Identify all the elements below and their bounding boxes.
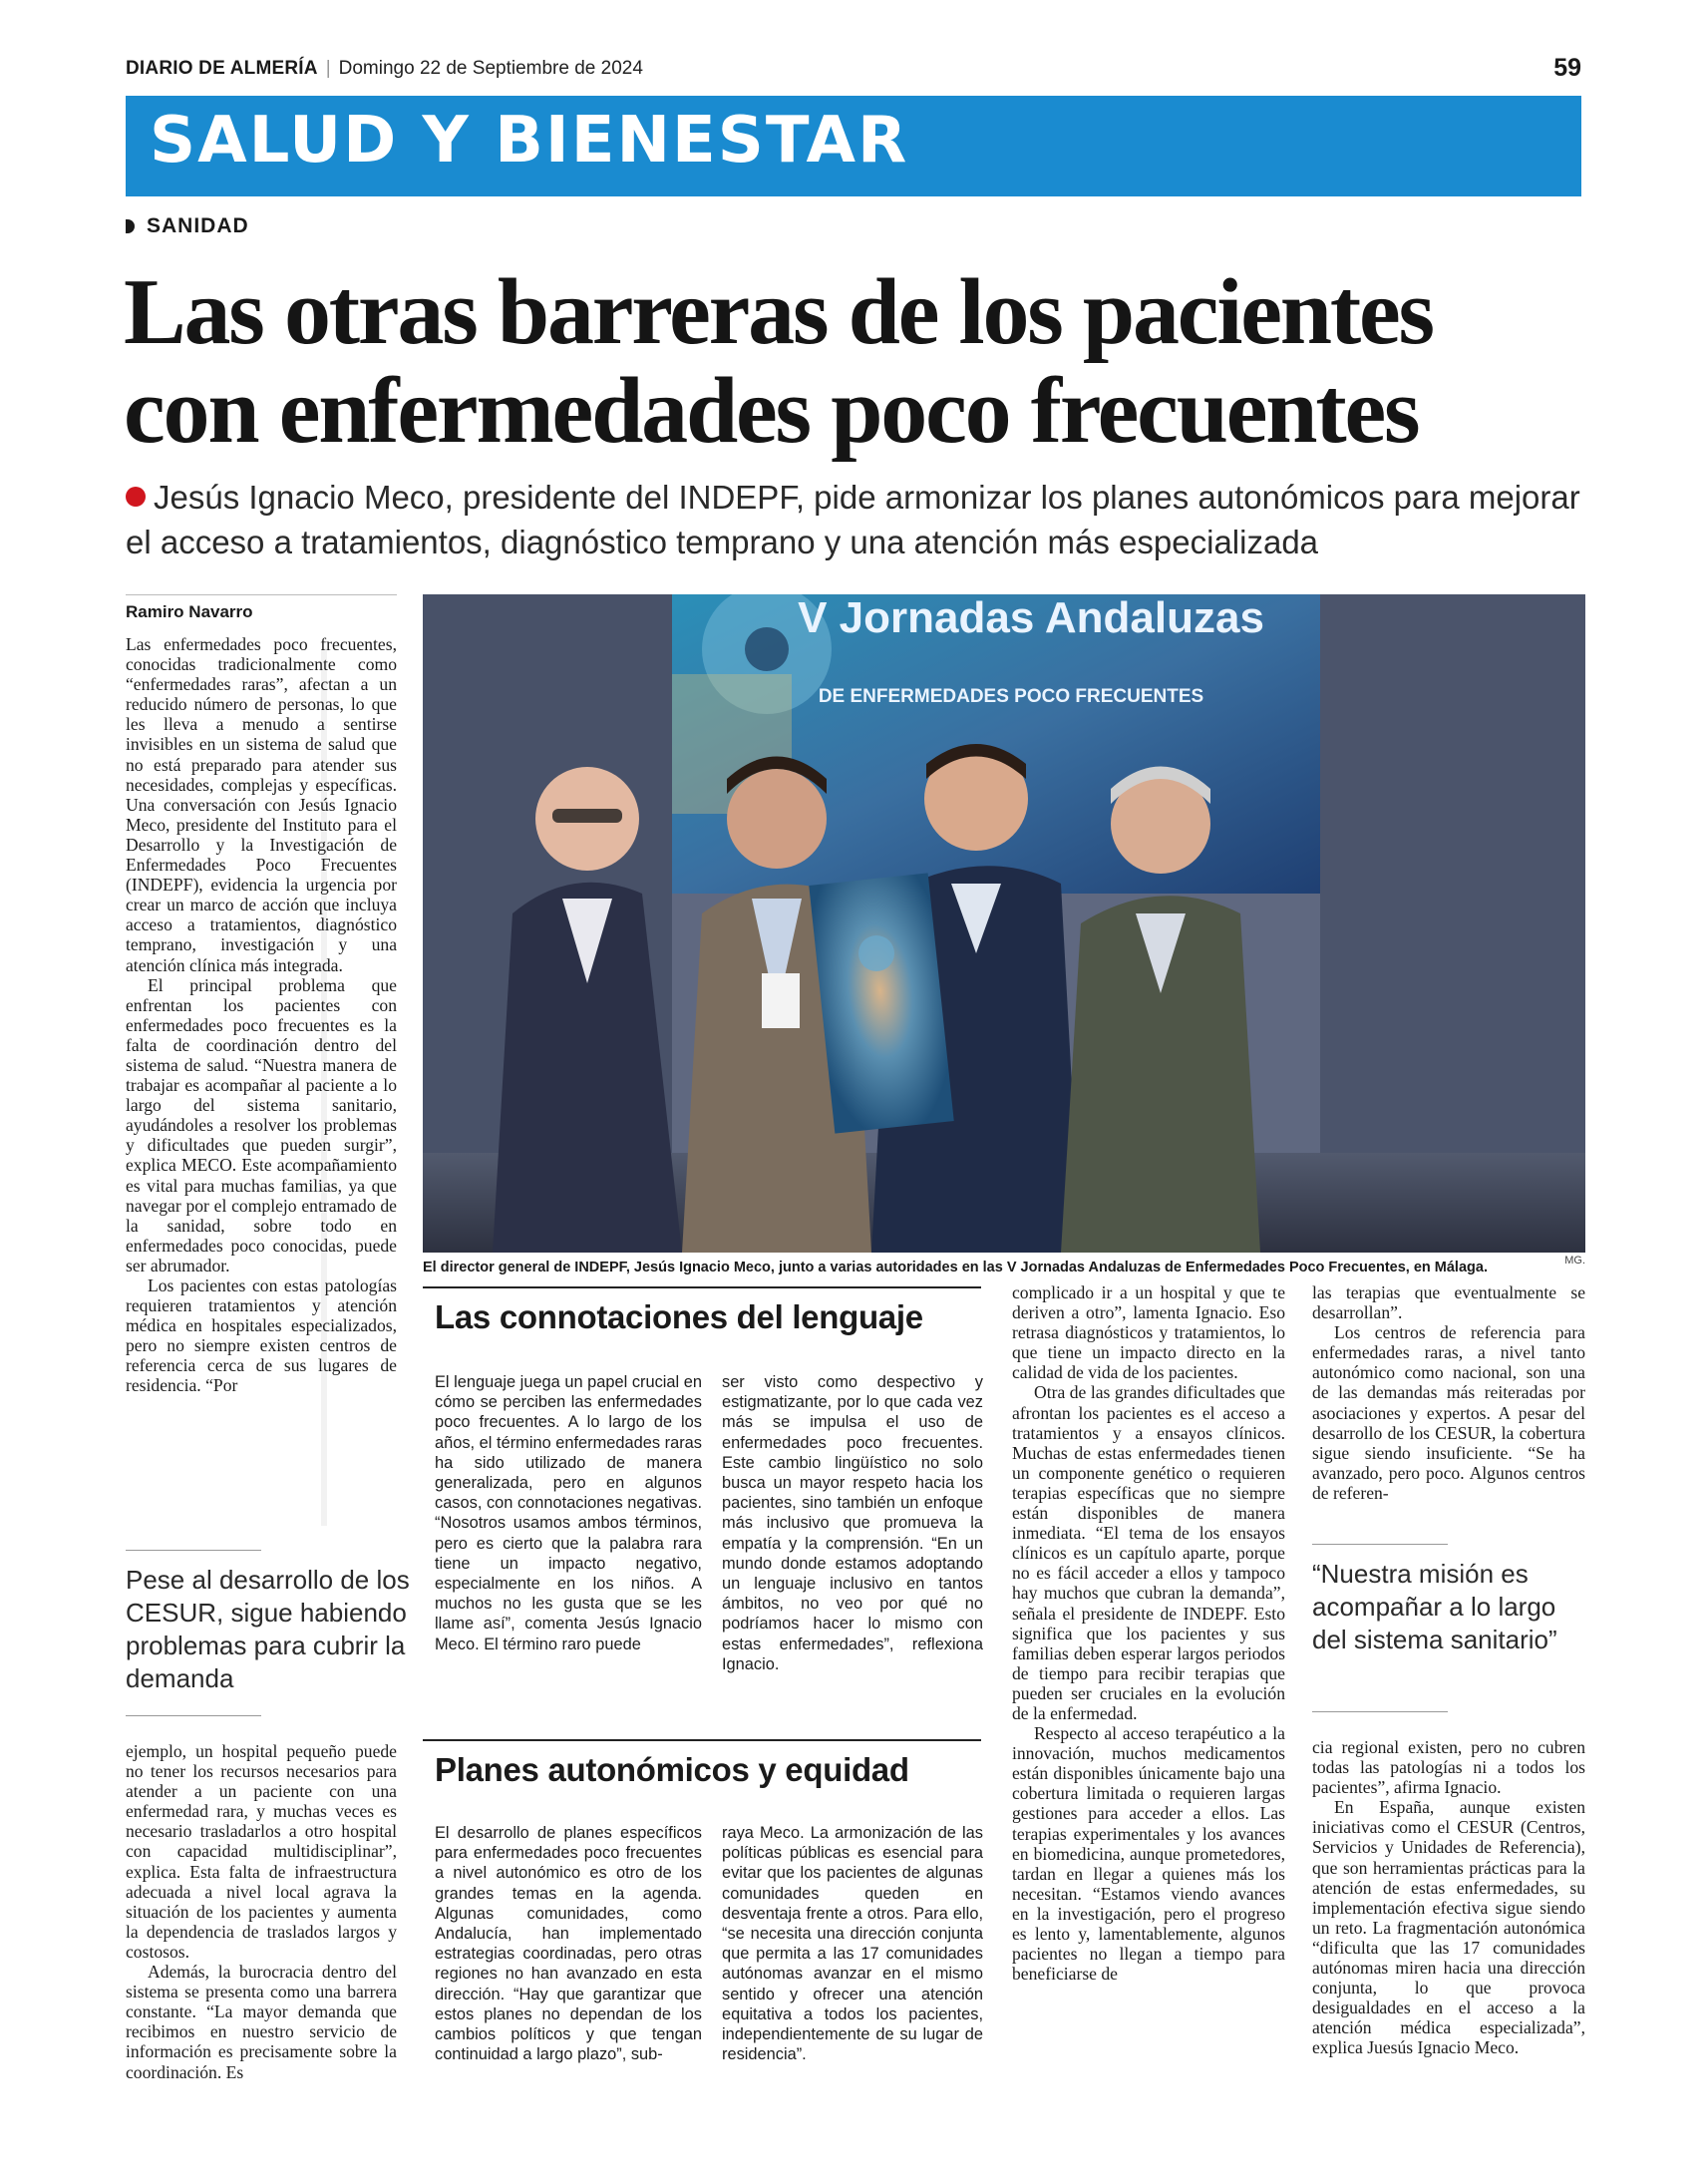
headline-line-2: con enfermedades poco frecuentes <box>124 359 1419 463</box>
pullquote-rule-top <box>126 1550 261 1551</box>
sidebar-1-title: Las connotaciones del lenguaje <box>435 1298 923 1335</box>
paragraph: Además, la burocracia dentro del sistema se presenta como una barrera constante. “La mayor demanda que recibimos en nuestro servicio de información es precisamente sobre la coordinación. Es <box>126 1962 397 2082</box>
issue-date: Domingo 22 de Septiembre de 2024 <box>338 58 643 79</box>
paragraph: las terapias que eventualmente se desarrollan”. <box>1312 1282 1585 1323</box>
paragraph: Los pacientes con estas patologías requieren tratamientos y atención médica en hospitales especializados, pero no siempre existen centros de referencia cerca de sus lugares de residencia. “Por <box>126 1275 397 1396</box>
paragraph: Las enfermedades poco frecuentes, conocidas tradicionalmente como “enfermedades raras”, afectan a un reducido número de personas, lo que les lleva a menudo a sentirse invisibles en un sistema de salud que no está preparado para atender sus necesidades, complejas y específicas. Una conversación con Jesús Ignacio Meco, presidente del Instituto para el Desarrollo y la Investigación de Enfermedades Poco Frecuentes (INDEPF), evidencia la urgencia por crear un marco de acción que incluya acceso a tratamientos, diagnóstico temprano, investigación y una atención clínica más integrada. <box>126 634 397 975</box>
paragraph: En España, aunque existen iniciativas como el CESUR (Centros, Servicios y Unidades de Referencia), que son herramientas prácticas para la atención de estas enfermedades, su implementación efectiva sigue siendo un reto. La fragmentación autonómica “dificulta que las 17 comunidades autónomas miren hacia una dirección conjunta, lo que provoca desigualdades en el acceso a la atención médica especializada”, explica Juesús Ignacio Meco. <box>1312 1797 1585 2058</box>
pullquote-rule-bottom <box>1312 1711 1448 1712</box>
paragraph: El principal problema que enfrentan los pacientes con enfermedades poco frecuentes es la falta de coordinación dentro del sistema de salud. “Nuestra manera de trabajar es acompañar al paciente a lo largo del sistema sanitario, ayudándoles a resolver los problemas y dificultades que pueden surgir”, explica MECO. Este acompañamiento es vital para muchas familias, ya que navegar por el complejo entramado de la sanidad, sobre todo en enfermedades poco conocidas, puede ser abrumador. <box>126 974 397 1275</box>
paragraph: Otra de las grandes dificultades que afrontan los pacientes es el acceso a tratamientos y a ensayos clínicos. Muchas de estas enfermedades tienen un componente genético o requieren terapias específicas que no siempre están disponibles de manera inmediata. “El tema de los ensayos clínicos es un capítulo aparte, porque no es fácil acceder a ellos y tampoco hay muchos que cubran la demanda”, señala el presidente de INDEPF. Esto significa que los pacientes y sus familias deben esperar largos periodos de tiempo para recibir terapias que pueden ser cruciales en la evolución de la enfermedad. <box>1012 1382 1285 1723</box>
masthead <box>126 54 1581 88</box>
subheadline-text: Jesús Ignacio Meco, presidente del INDEPF, pide armonizar los planes autonómicos para mejorar el acceso a tratamientos, diagnóstico temprano y una atención más especializada <box>126 479 1580 560</box>
column-1-bottom <box>126 1741 397 2082</box>
pullquote-right: “Nuestra misión es acompañar a lo largo del sistema sanitario” <box>1312 1559 1557 1654</box>
section-title: SALUD Y BIENESTAR <box>150 104 909 178</box>
scan-watermark <box>311 648 341 1546</box>
column-5-top <box>1312 1282 1585 1503</box>
pullquote-left: Pese al desarrollo de los CESUR, sigue habiendo problemas para cubrir la demanda <box>126 1565 410 1693</box>
sidebar-2-col-a <box>435 1823 702 2064</box>
paragraph: complicado ir a un hospital y que te deriven a otro”, lamenta Ignacio. Eso retrasa diagnósticos y tratamientos, lo que tiene un impacto directo en la calidad de vida de los pacientes. <box>1012 1282 1285 1383</box>
page-number: 59 <box>1553 54 1581 82</box>
sidebar-1-rule <box>423 1286 981 1288</box>
headline-line-1: Las otras barreras de los pacientes <box>124 260 1433 364</box>
byline: Ramiro Navarro <box>126 602 253 621</box>
column-4 <box>1012 1282 1285 1984</box>
headline <box>124 260 1589 463</box>
newspaper-name: DIARIO DE ALMERÍA <box>126 58 318 79</box>
bullet-dot-icon <box>126 487 146 507</box>
article-photo <box>423 594 1585 1253</box>
paragraph: raya Meco. La armonización de las políticas públicas es esencial para evitar que los pacientes de algunas comunidades queden en desventaja frente a otros. Para ello, “se necesita una dirección conjunta que permita a las 17 comunidades autónomas avanzar en el mismo sentido y ofrecer una atención equitativa a todos los pacientes, independientemente de su lugar de residencia”. <box>722 1824 983 2064</box>
screen-title: V Jornadas Andaluzas <box>798 594 1264 642</box>
pullquote-rule-bottom <box>126 1715 261 1716</box>
sidebar-2-rule <box>423 1739 981 1741</box>
photo-credit: MG. <box>1564 1255 1585 1267</box>
paragraph: Los centros de referencia para enfermedades raras, a nivel tanto autonómico como nacional, son una de las demandas más reiteradas por asociaciones y expertos. A pesar del desarrollo de los CESUR, la cobertura sigue siendo insuficiente. “Se ha avanzado, pero poco. Algunos centros de referen- <box>1312 1322 1585 1503</box>
kicker-label: SANIDAD <box>147 214 249 237</box>
pullquote-rule-top <box>1312 1544 1448 1545</box>
photo-illustration <box>423 594 1585 1253</box>
paragraph: El desarrollo de planes específicos para enfermedades poco frecuentes a nivel autonómico es otro de los grandes temas en la agenda. Algunas comunidades, como Andalucía, han implementado estrategias coordinadas, pero otras regiones no han avanzado en esta dirección. “Hay que garantizar que estos planes no dependan de los cambios políticos y que tengan continuidad a largo plazo”, sub- <box>435 1824 702 2064</box>
sidebar-1-col-b <box>722 1372 983 1674</box>
screen-subtitle: DE ENFERMEDADES POCO FRECUENTES <box>818 686 1204 707</box>
photo-caption: El director general de INDEPF, Jesús Ignacio Meco, junto a varias autoridades en las V Jornadas Andaluzas de Enfermedades Poco Frecuentes, en Málaga. <box>423 1260 1488 1275</box>
subheadline <box>126 475 1591 564</box>
sidebar-2-col-b <box>722 1823 983 2064</box>
masthead-separator: | <box>325 58 331 79</box>
paragraph: El lenguaje juega un papel crucial en cómo se perciben las enfermedades poco frecuentes. A lo largo de los años, el término enfermedades raras ha sido utilizado de manera generalizada, pero en algunos casos, con connotaciones negativas. “Nosotros usamos ambos términos, pero es cierto que la palabra rara tiene un impacto negativo, especialmente en los niños. A muchos no les gusta que se les llame así”, comenta Jesús Ignacio Meco. El término raro puede <box>435 1373 702 1653</box>
paragraph: ser visto como despectivo y estigmatizante, por lo que cada vez más se impulsa el uso de enfermedades poco frecuentes. Este cambio lingüístico no solo busca un mayor respeto hacia los pacientes, sino también un enfoque más inclusivo que promueva la empatía y la comprensión. “En un mundo donde estamos adoptando un lenguaje inclusivo en tantos ámbitos, no veo por qué no podríamos hacer lo mismo con estas enfermedades”, reflexiona Ignacio. <box>722 1373 983 1673</box>
sidebar-1-col-a <box>435 1372 702 1654</box>
byline-rule <box>126 594 397 595</box>
kicker <box>126 213 249 239</box>
kicker-marker-icon <box>126 219 135 233</box>
sidebar-2-title: Planes autonómicos y equidad <box>435 1751 909 1788</box>
paragraph: cia regional existen, pero no cubren todas las patologías ni a todos los pacientes”, afirma Ignacio. <box>1312 1737 1585 1798</box>
section-band <box>126 96 1581 196</box>
paragraph: ejemplo, un hospital pequeño puede no tener los recursos necesarios para atender a un paciente con una enfermedad rara, y muchas veces es necesario trasladarlos a otro hospital con capacidad multidisciplinar”, explica. Esta falta de infraestructura adecuada a nivel local agrava la situación de los pacientes y aumenta la dependencia de traslados largos y costosos. <box>126 1741 397 1962</box>
paragraph: Respecto al acceso terapéutico a la innovación, muchos medicamentos están disponibles únicamente bajo una cobertura limitada o requieren largas gestiones para acceder a ellos. Las terapias experimentales y los avances en biomedicina, aunque prometedores, tardan en llegar a quienes más los necesitan. “Estamos viendo avances en la investigación, pero el progreso es lento y, lamentablemente, algunos pacientes no llegan a tiempo para beneficiarse de <box>1012 1723 1285 1985</box>
column-5-bottom <box>1312 1737 1585 2058</box>
column-1-top <box>126 634 397 1396</box>
